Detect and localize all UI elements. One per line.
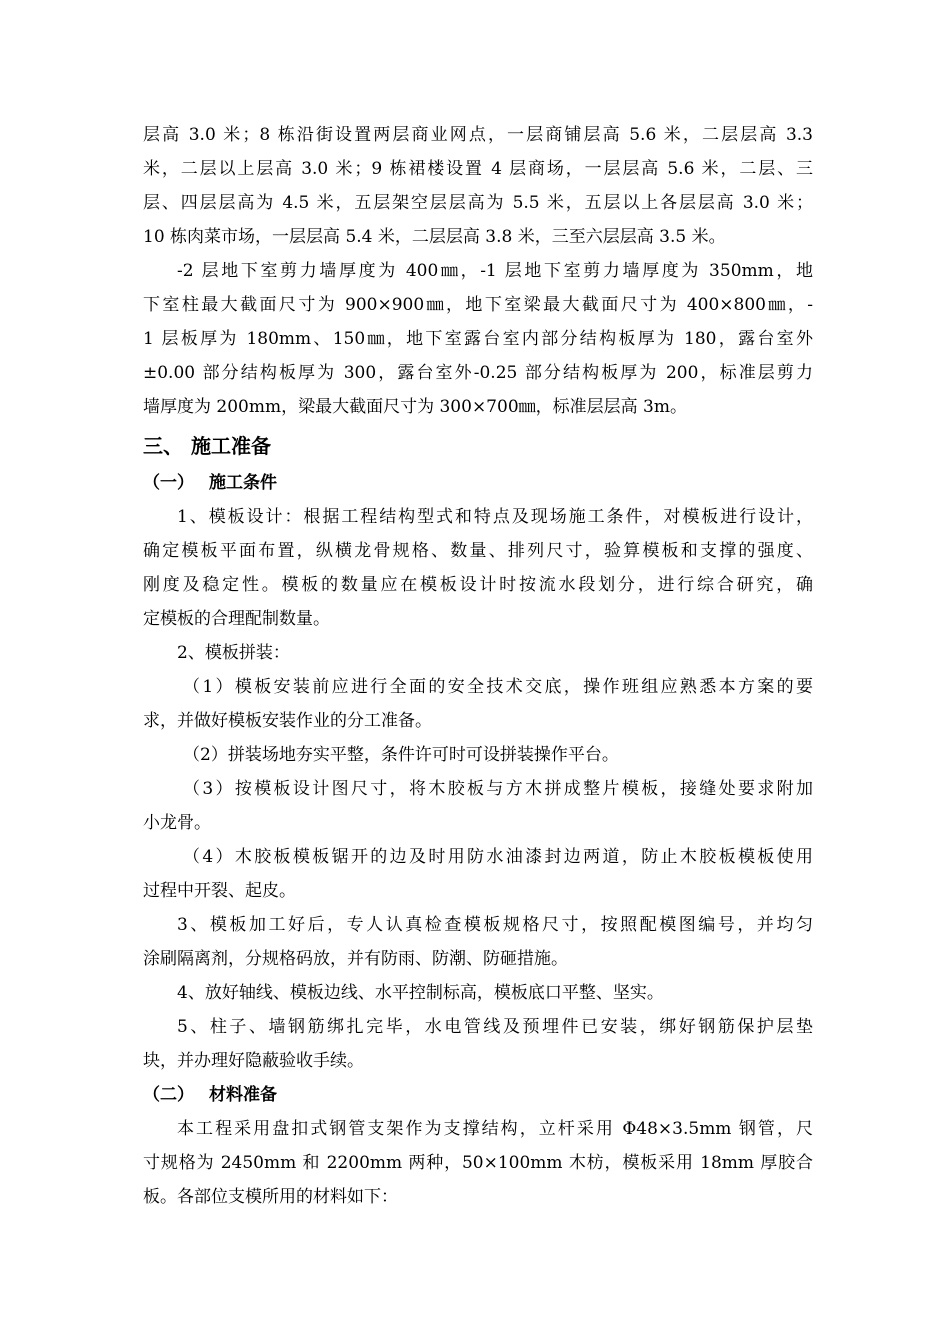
paragraph-line: ±0.00 部分结构板厚为 300，露台室外-0.25 部分结构板厚为 200，标准层剪力 <box>143 363 813 383</box>
paragraph-line: 确定模板平面布置，纵横龙骨规格、数量、排列尺寸，验算模板和支撑的强度、 <box>143 541 813 561</box>
paragraph-line: 2、模板拼装： <box>177 643 290 663</box>
paragraph-line: 1、模板设计：根据工程结构型式和特点及现场施工条件，对模板进行设计， <box>177 507 813 527</box>
paragraph-line: 定模板的合理配制数量。 <box>143 609 330 629</box>
paragraph-line: （3）按模板设计图尺寸，将木胶板与方木拼成整片模板，接缝处要求附加 <box>183 779 813 799</box>
paragraph-line: 4、放好轴线、模板边线、水平控制标高，模板底口平整、坚实。 <box>177 983 664 1003</box>
subsection-number: （二） <box>143 1085 194 1105</box>
subsection-title: 材料准备 <box>209 1085 277 1105</box>
paragraph-line: 寸规格为 2450mm 和 2200mm 两种，50×100mm 木枋，模板采用 18mm 厚胶合 <box>143 1153 813 1173</box>
paragraph-line: 块，并办理好隐蔽验收手续。 <box>143 1051 364 1071</box>
section-number: 三、 <box>143 434 183 458</box>
paragraph-line: （1）模板安装前应进行全面的安全技术交底，操作班组应熟悉本方案的要 <box>183 677 813 697</box>
paragraph-line: 刚度及稳定性。模板的数量应在模板设计时按流水段划分，进行综合研究，确 <box>143 575 813 595</box>
paragraph-line: 涂刷隔离剂，分规格码放，并有防雨、防潮、防砸措施。 <box>143 949 568 969</box>
paragraph-line: 10 栋肉菜市场，一层层高 5.4 米，二层层高 3.8 米，三至六层层高 3.5 米。 <box>143 227 726 247</box>
paragraph-line: （2）拼装场地夯实平整，条件许可时可设拼装操作平台。 <box>183 745 619 765</box>
paragraph-line: 1 层板厚为 180mm、150㎜，地下室露台室内部分结构板厚为 180，露台室外 <box>143 329 813 349</box>
paragraph-line: 板。各部位支模所用的材料如下： <box>143 1187 398 1207</box>
paragraph-line: 墙厚度为 200mm，梁最大截面尺寸为 300×700㎜，标准层层高 3m。 <box>143 397 687 417</box>
paragraph-line: 过程中开裂、起皮。 <box>143 881 296 901</box>
subsection-heading <box>143 1078 813 1112</box>
paragraph-line: 小龙骨。 <box>143 813 211 833</box>
paragraph-line: （4）木胶板模板锯开的边及时用防水油漆封边两道，防止木胶板模板使用 <box>183 847 813 867</box>
paragraph-line: 层高 3.0 米；8 栋沿街设置两层商业网点，一层商铺层高 5.6 米，二层层高 3.3 <box>143 125 813 145</box>
section-title: 施工准备 <box>191 434 271 458</box>
section-heading <box>143 426 813 466</box>
paragraph-line: 层、四层层高为 4.5 米，五层架空层层高为 5.5 米，五层以上各层层高 3.0 米； <box>143 193 813 213</box>
paragraph-line: 3、模板加工好后，专人认真检查模板规格尺寸，按照配模图编号，并均匀 <box>177 915 813 935</box>
paragraph-line: 本工程采用盘扣式钢管支架作为支撑结构，立杆采用 Φ48×3.5mm 钢管，尺 <box>177 1119 813 1139</box>
paragraph-line: 5、柱子、墙钢筋绑扎完毕，水电管线及预埋件已安装，绑好钢筋保护层垫 <box>177 1017 813 1037</box>
subsection-number: （一） <box>143 473 194 493</box>
subsection-heading <box>143 466 813 500</box>
document-page <box>143 118 813 1214</box>
paragraph-line: 求，并做好模板安装作业的分工准备。 <box>143 711 432 731</box>
paragraph-line: 米，二层以上层高 3.0 米；9 栋裙楼设置 4 层商场，一层层高 5.6 米，二层、三 <box>143 159 813 179</box>
paragraph-line: -2 层地下室剪力墙厚度为 400㎜，-1 层地下室剪力墙厚度为 350mm，地 <box>177 261 813 281</box>
paragraph-line: 下室柱最大截面尺寸为 900×900㎜，地下室梁最大截面尺寸为 400×800㎜，- <box>143 295 813 315</box>
subsection-title: 施工条件 <box>209 473 277 493</box>
